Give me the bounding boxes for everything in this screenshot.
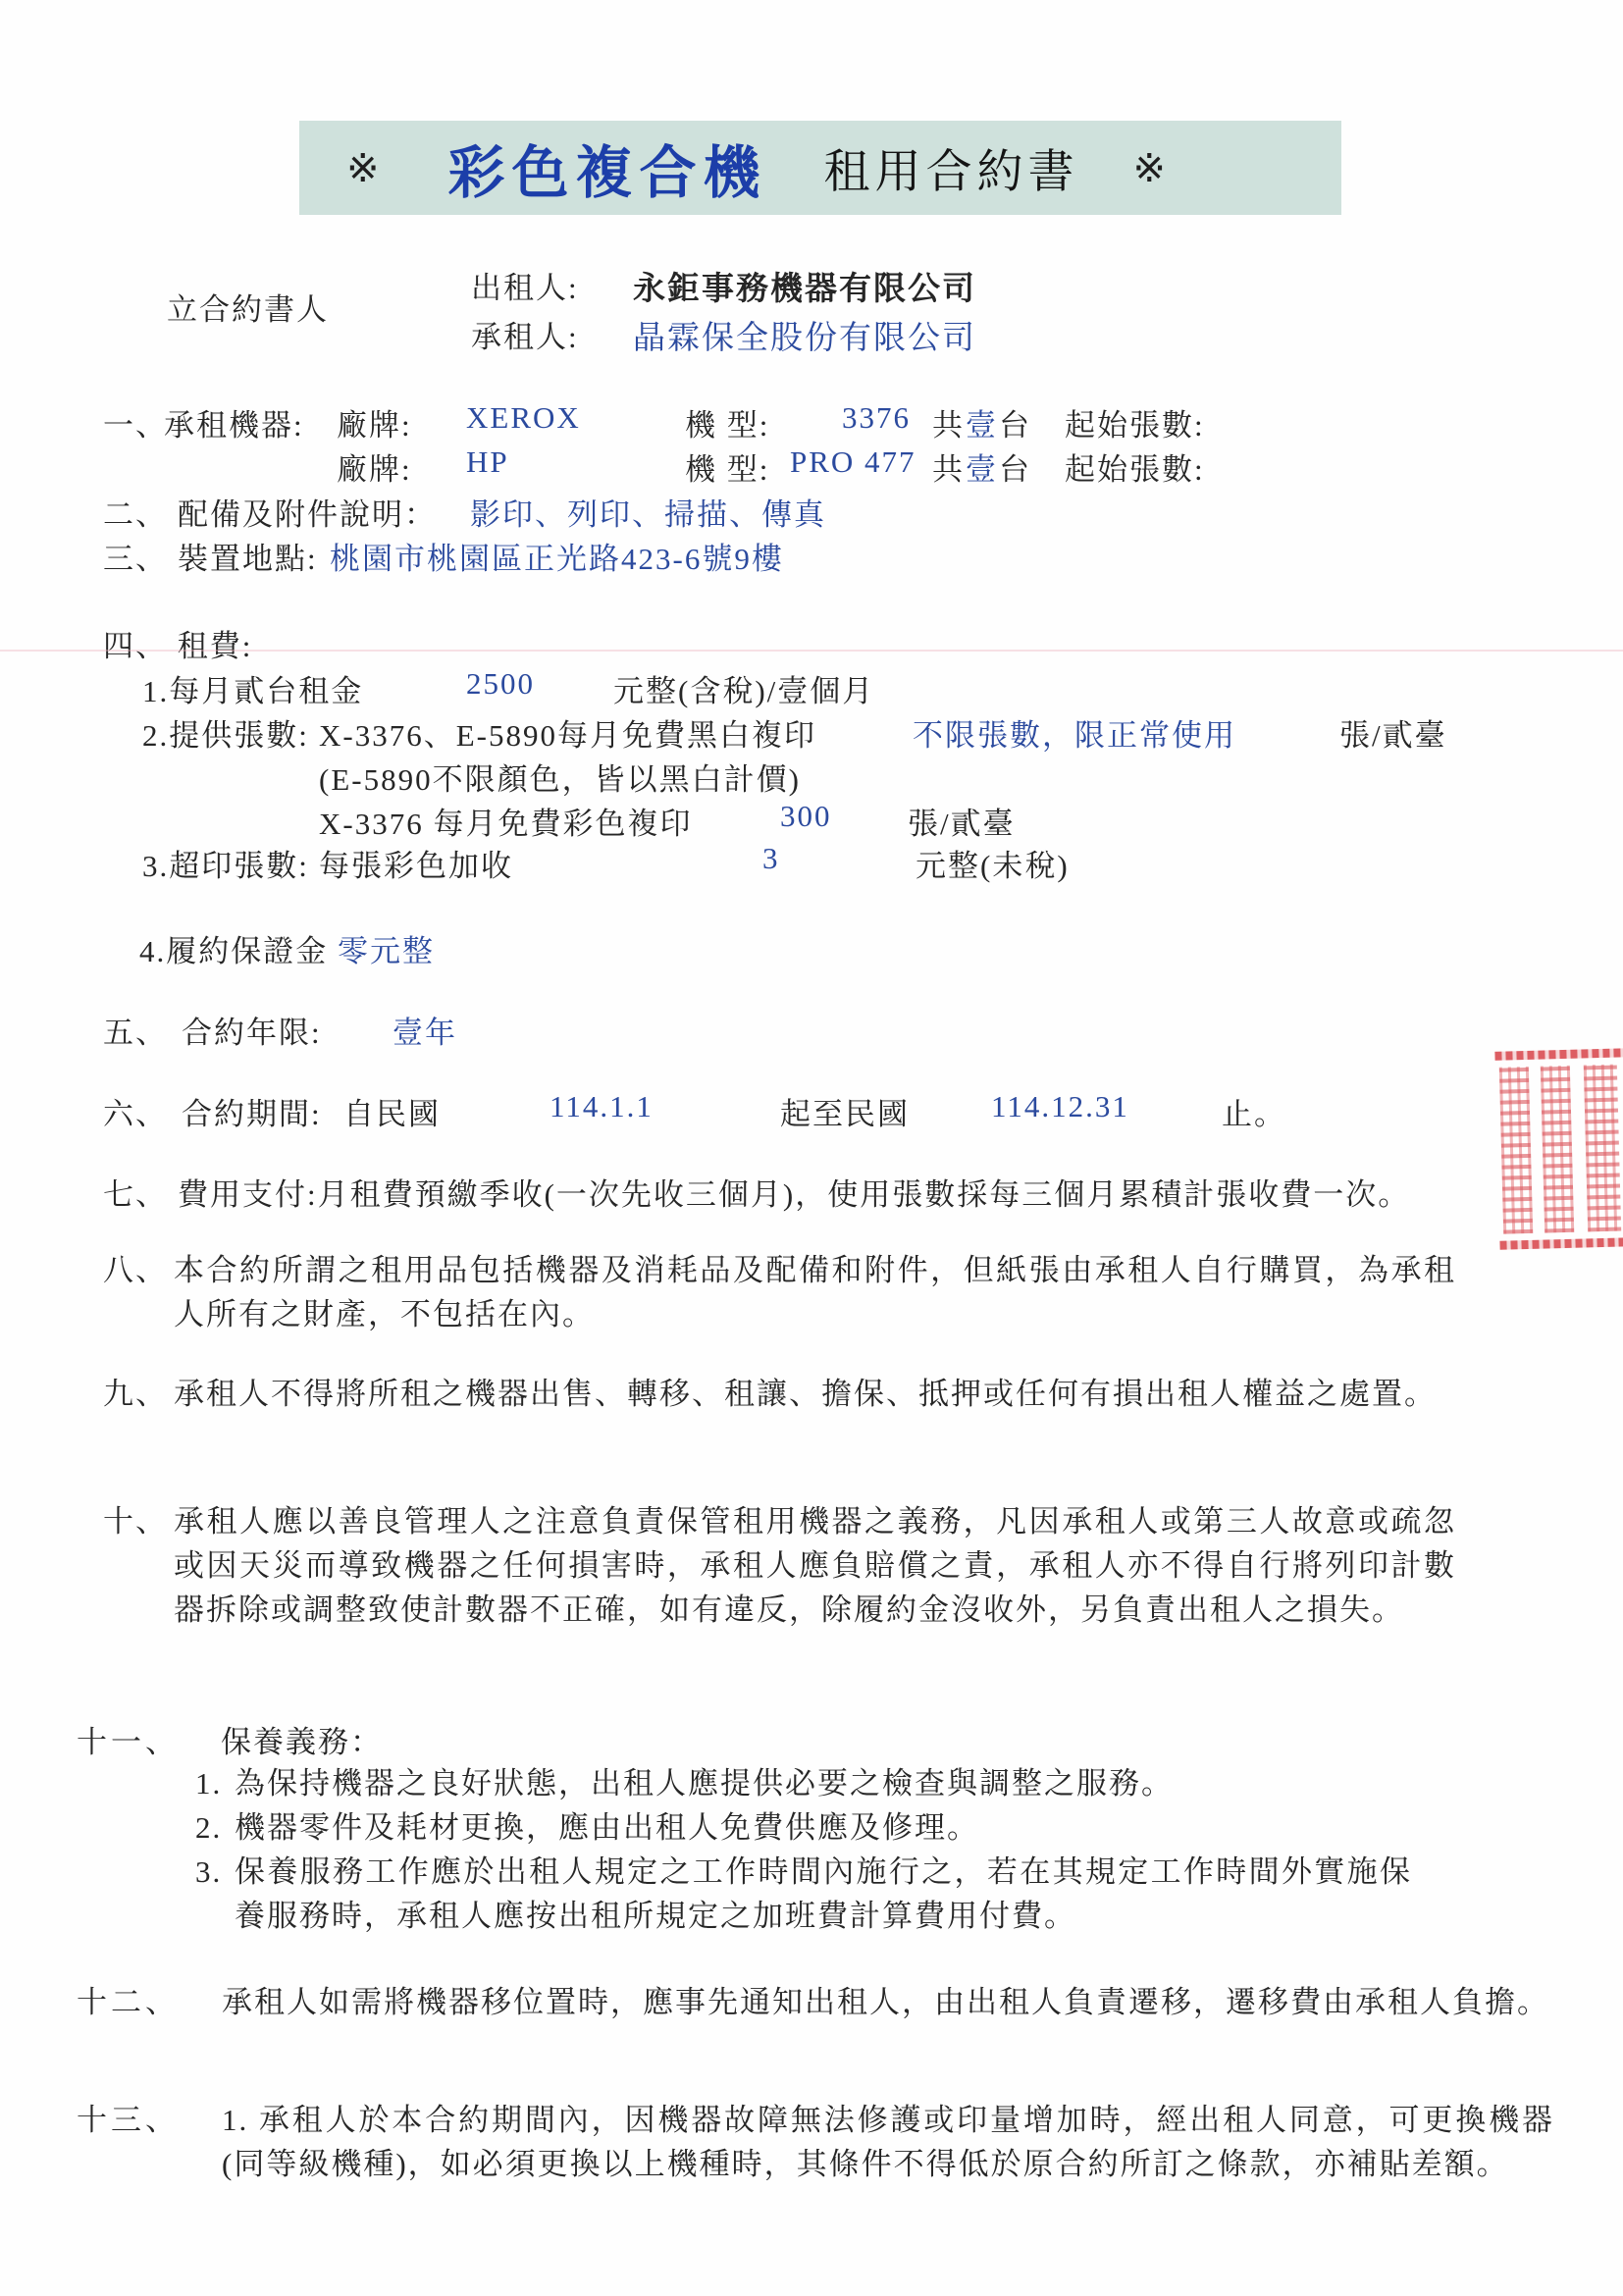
overprint-desc: 每張彩色加收: [319, 849, 513, 883]
seal-border-bottom: [1499, 1237, 1623, 1250]
section-10: [103, 1499, 1456, 1632]
section-12-text: 承租人如需將機器移位置時，應事先通知出租人，由出租人負責遷移，遷移費由承租人負擔。: [222, 1985, 1549, 2019]
section-5-label: 合約年限:: [182, 1016, 322, 1050]
maintenance-item: [195, 1761, 1412, 1805]
section-6-label: 合約期間:: [182, 1097, 322, 1131]
section-3-value: 桃園市桃園區正光路423-6號9樓: [330, 542, 784, 576]
item-number: 1.: [195, 1766, 223, 1800]
period-from-label: 自民國: [343, 1097, 441, 1131]
lessee-label: 承租人:: [471, 320, 579, 354]
rent-value: 2500: [466, 666, 535, 701]
section-2: [103, 490, 826, 532]
brand-label: 廠牌:: [337, 452, 412, 487]
period-to-label: 起至民國: [780, 1097, 910, 1131]
overprint-value: 3: [762, 841, 780, 875]
quantity-prefix: 共: [932, 408, 965, 443]
section-7: [103, 1170, 1411, 1212]
lessor-label: 出租人:: [471, 271, 579, 305]
section-number: 十一、: [77, 1725, 180, 1759]
section-10-text: 承租人應以善良管理人之注意負責保管租用機器之義務，凡因承租人或第三人故意或疏忽或因天災而導致機器之任何損害時，承租人應負賠償之責，承租人亦不得自行將列印計數器拆除或調整致使計數器不正確，如有違反，除履約金沒收外，另負責出租人之損失。: [174, 1504, 1456, 1627]
lessor-name: 永鉅事務機器有限公司: [633, 272, 976, 307]
seal-script-column: [1584, 1065, 1621, 1232]
deposit-row: [139, 926, 435, 968]
pages-note: (E-5890不限顏色，皆以黑白計價): [319, 762, 801, 797]
maintenance-item: [195, 1850, 1412, 1938]
maintenance-item: [195, 1805, 1412, 1850]
brand-value: HP: [466, 444, 509, 479]
section-12: [77, 1980, 1556, 2024]
scan-artifact-line: [0, 650, 1623, 652]
parties-heading: 立合約書人: [167, 292, 329, 327]
section-number: 四、: [103, 629, 168, 663]
page-title-contract: 租用合約書: [823, 146, 1079, 198]
model-value: 3376: [842, 400, 911, 435]
lessee-row: [471, 312, 976, 356]
seal-border-top: [1494, 1048, 1623, 1061]
quantity-value: 壹: [966, 408, 998, 443]
section-7-text: 費用支付:月租費預繳季收(一次先收三個月)，使用張數採每三個月累積計張收費一次。: [178, 1177, 1411, 1212]
seal-script-column: [1541, 1066, 1574, 1233]
overprint-row: [142, 841, 1070, 883]
section-6: [103, 1089, 1286, 1131]
section-13: [77, 2098, 1554, 2186]
color-pages-value: 300: [780, 799, 832, 833]
section-number: 七、: [103, 1177, 168, 1212]
model-label: 機 型:: [685, 408, 770, 443]
section-2-label: 配備及附件說明：: [178, 497, 437, 532]
seal-script-column: [1499, 1067, 1533, 1234]
item-text: 為保持機器之良好狀態，出租人應提供必要之檢查與調整之服務。: [235, 1766, 1174, 1800]
section-number: 一、: [103, 408, 168, 443]
item-text: 機器零件及耗材更換，應由出租人免費供應及修理。: [235, 1810, 979, 1845]
period-end-label: 止。: [1222, 1097, 1286, 1131]
page-title-machine: 彩色複合機: [447, 141, 767, 205]
section-number: 五、: [103, 1016, 168, 1050]
section-5: [103, 1008, 457, 1050]
section-11-items: [195, 1761, 1412, 1938]
model-label: 機 型:: [685, 452, 770, 487]
section-number: 三、: [103, 542, 168, 576]
deposit-value: 零元整: [338, 934, 435, 968]
brand-value: XEROX: [466, 400, 581, 435]
section-number: 十二、: [77, 1985, 180, 2019]
quantity-suffix: 台: [999, 408, 1031, 443]
model-value: PRO 477: [790, 444, 916, 479]
lessee-name: 晶霖保全股份有限公司: [633, 321, 976, 356]
period-to-value: 114.12.31: [991, 1089, 1129, 1123]
item-text: 保養服務工作應於出租人規定之工作時間內施行之，若在其規定工作時間外實施保養服務時，承租人應按出租所規定之加班費計算費用付費。: [235, 1854, 1412, 1933]
section-number: 九、: [103, 1377, 168, 1411]
section-11-label: 保養義務：: [221, 1725, 383, 1759]
section-9-text: 承租人不得將所租之機器出售、轉移、租讓、擔保、抵押或任何有損出租人權益之處置。: [174, 1377, 1437, 1411]
overprint-label: 3.超印張數:: [142, 849, 309, 883]
overprint-unit: 元整(未稅): [916, 849, 1070, 883]
section-number: 六、: [103, 1097, 168, 1131]
section-4-heading: [103, 621, 253, 663]
item-number: 3.: [195, 1854, 223, 1889]
quantity-prefix: 共: [932, 452, 965, 487]
lessor-row: [471, 263, 976, 307]
section-3-label: 裝置地點:: [178, 542, 318, 576]
section-1-row-1: [103, 400, 1205, 443]
brand-label: 廠牌:: [337, 408, 412, 443]
color-pages-desc: X-3376 每月免費彩色複印: [319, 807, 693, 841]
rent-unit: 元整(含稅)/壹個月: [613, 674, 875, 708]
quantity-suffix: 台: [999, 452, 1031, 487]
reference-mark-left: ※: [346, 145, 380, 190]
pages-row: [142, 710, 1447, 753]
pages-desc: X-3376、E-5890每月免費黑白複印: [319, 718, 816, 753]
section-number: 八、: [103, 1253, 168, 1287]
item-number: 2.: [195, 1810, 223, 1845]
section-9: [103, 1372, 1456, 1416]
start-count-label: 起始張數:: [1065, 452, 1205, 487]
period-from-value: 114.1.1: [550, 1089, 654, 1123]
section-1-label: 承租機器:: [164, 408, 304, 443]
quantity-value: 壹: [966, 452, 998, 487]
pages-value: 不限張數，限正常使用: [913, 718, 1236, 753]
section-13-text: 承租人於本合約期間內，因機器故障無法修護或印量增加時，經出租人同意，可更換機器(同等級機種)，如必須更換以上機種時，其條件不得低於原合約所訂之條款，亦補貼差額。: [222, 2103, 1554, 2181]
section-number: 二、: [103, 497, 168, 532]
pages-label: 2.提供張數:: [142, 718, 309, 753]
rent-label: 1.每月貳台租金: [142, 674, 364, 708]
title-banner: [299, 121, 1341, 215]
section-2-value: 影印、列印、掃描、傳真: [470, 497, 826, 532]
red-company-seal-icon: [1492, 1048, 1623, 1250]
section-number: 十三、: [77, 2103, 180, 2137]
rent-row: [142, 666, 875, 708]
section-5-value: 壹年: [393, 1016, 457, 1050]
section-4-label: 租費:: [177, 629, 253, 663]
pages-unit: 張/貳臺: [1339, 718, 1447, 753]
item-number: 1.: [222, 2103, 259, 2137]
reference-mark-right: ※: [1132, 145, 1167, 190]
deposit-label: 4.履約保證金: [139, 934, 329, 968]
section-number: 十、: [103, 1504, 168, 1539]
section-8-text: 本合約所謂之租用品包括機器及消耗品及配備和附件，但紙張由承租人自行購買，為承租人所有之財產，不包括在內。: [174, 1253, 1456, 1331]
section-8: [103, 1248, 1456, 1336]
start-count-label: 起始張數:: [1065, 408, 1205, 443]
section-11-heading: [77, 1717, 383, 1759]
section-3: [103, 534, 784, 576]
color-pages-unit: 張/貳臺: [908, 807, 1016, 841]
